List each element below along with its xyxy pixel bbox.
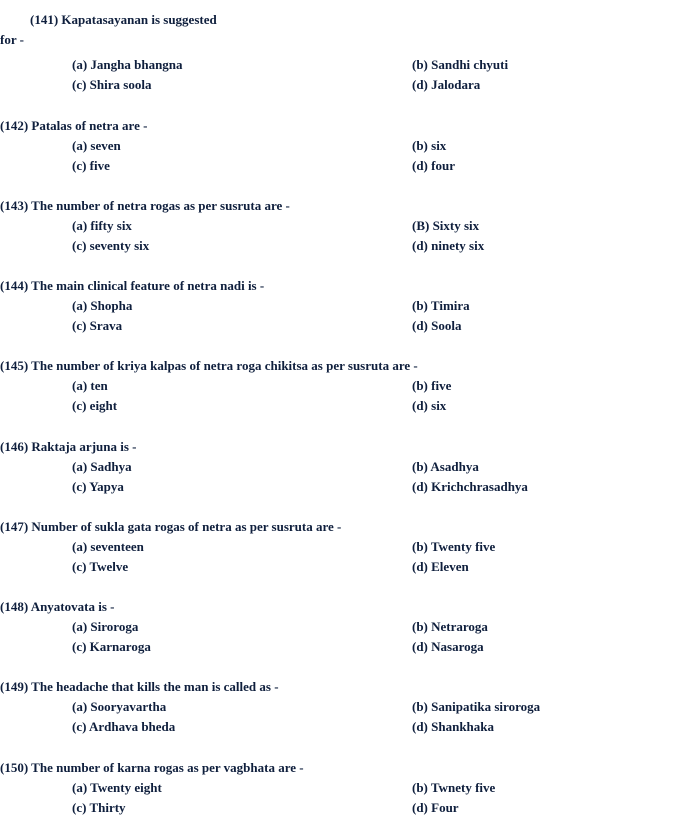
option-c: (c) Ardhava bheda <box>72 719 176 734</box>
option-a: (a) Sooryavartha <box>72 699 167 714</box>
option-a: (a) ten <box>72 378 108 393</box>
question-stem: (148) Anyatovata is - <box>0 599 115 614</box>
option-b: (b) Timira <box>412 298 470 313</box>
option-d: (d) Jalodara <box>412 77 481 92</box>
option-a: (a) Twenty eight <box>72 780 162 795</box>
option-c: (c) Shira soola <box>72 77 152 92</box>
option-d: (d) four <box>412 158 455 173</box>
option-d: (d) Soola <box>412 318 462 333</box>
question-stem: (145) The number of kriya kalpas of netra roga chikitsa as per susruta are - <box>0 358 418 373</box>
question-stem: (141) Kapatasayanan is suggested <box>30 12 217 27</box>
option-b: (b) Sandhi chyuti <box>412 57 509 72</box>
option-a: (a) fifty six <box>72 218 132 233</box>
option-b: (b) six <box>412 138 447 153</box>
option-d: (d) Eleven <box>412 559 469 574</box>
option-a: (a) Shopha <box>72 298 133 313</box>
option-a: (a) Siroroga <box>72 619 139 634</box>
option-c: (c) Twelve <box>72 559 129 574</box>
question-stem: (142) Patalas of netra are - <box>0 118 148 133</box>
option-d: (d) ninety six <box>412 238 485 253</box>
option-d: (d) Shankhaka <box>412 719 495 734</box>
option-b: (b) five <box>412 378 452 393</box>
option-b: (b) Sanipatika siroroga <box>412 699 541 714</box>
question-stem: (144) The main clinical feature of netra nadi is - <box>0 278 265 293</box>
option-c: (c) Srava <box>72 318 123 333</box>
option-a: (a) seventeen <box>72 539 144 554</box>
option-c: (c) Yapya <box>72 479 124 494</box>
option-d: (d) Krichchrasadhya <box>412 479 528 494</box>
question-stem: (146) Raktaja arjuna is - <box>0 439 137 454</box>
option-d: (d) six <box>412 398 447 413</box>
option-d: (d) Nasaroga <box>412 639 484 654</box>
question-stem: (147) Number of sukla gata rogas of netra as per susruta are - <box>0 519 342 534</box>
option-c: (c) Thirty <box>72 800 126 815</box>
option-b: (b) Netraroga <box>412 619 488 634</box>
option-a: (a) seven <box>72 138 121 153</box>
option-b: (b) Twnety five <box>412 780 496 795</box>
option-c: (c) five <box>72 158 110 173</box>
question-stem: (143) The number of netra rogas as per susruta are - <box>0 198 290 213</box>
question-stem-continued: for - <box>0 32 24 47</box>
option-c: (c) Karnaroga <box>72 639 151 654</box>
option-d: (d) Four <box>412 800 459 815</box>
option-c: (c) seventy six <box>72 238 150 253</box>
option-b: (b) Twenty five <box>412 539 496 554</box>
option-b: (B) Sixty six <box>412 218 480 233</box>
option-c: (c) eight <box>72 398 118 413</box>
option-a: (a) Sadhya <box>72 459 132 474</box>
option-a: (a) Jangha bhangna <box>72 57 183 72</box>
option-b: (b) Asadhya <box>412 459 479 474</box>
question-stem: (150) The number of karna rogas as per vagbhata are - <box>0 760 304 775</box>
question-stem: (149) The headache that kills the man is called as - <box>0 679 279 694</box>
